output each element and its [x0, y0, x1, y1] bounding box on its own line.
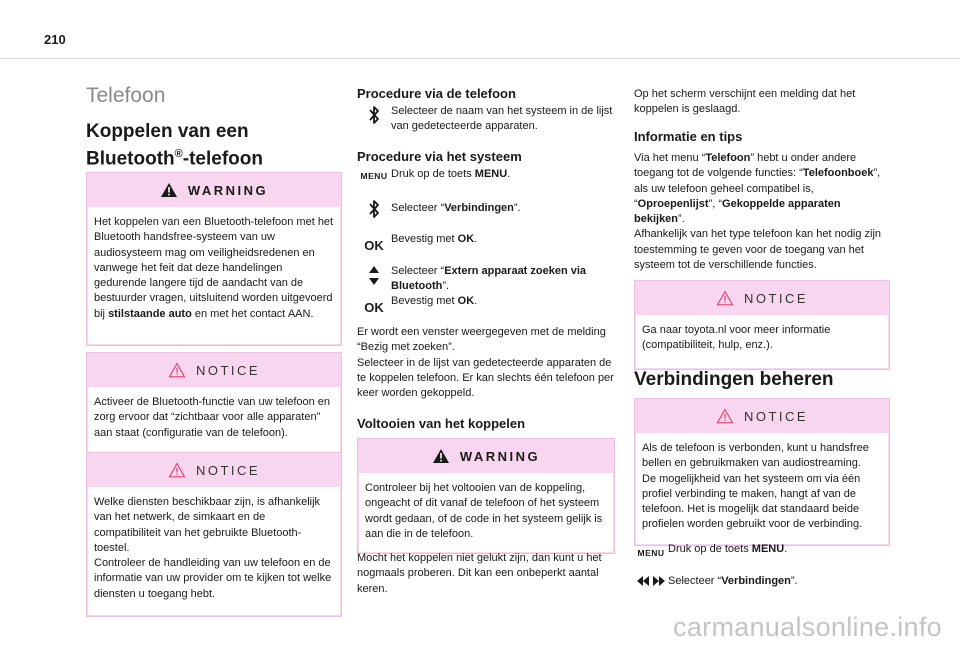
heading-manage-connections: Verbindingen beheren: [634, 369, 834, 390]
notice-triangle-icon: [168, 462, 186, 478]
page-number: 210: [44, 32, 66, 47]
para-info-permission: Afhankelijk van het type telefoon kan het nodig zijn toestemming te geven voor de toegang van het systeem tot de verschillende functies.: [634, 228, 882, 272]
step-text: Selecteer “Verbindingen”.: [668, 575, 798, 587]
notice-triangle-icon: [168, 362, 186, 378]
notice-text-1: Welke diensten beschikbaar zijn, is afhankelijk van het netwerk, de simkaart en de compatibiliteit van het gebruikte Bluetooth-toestel.: [94, 496, 321, 554]
notice-body: [636, 315, 888, 368]
step-text: Selecteer “Verbindingen”.: [391, 202, 521, 214]
warning-label: WARNING: [187, 182, 269, 198]
para-info-menu: Via het menu “Telefoon” hebt u onder andere toegang tot de volgende functies: “Telefoonboek”, als uw telefoon geheel compatibel is, “Oproepenlijst”, “Gekoppelde apparaten bekijken”.: [634, 152, 881, 226]
heading-line-1: Koppelen van een: [86, 121, 249, 142]
notice-label: NOTICE: [195, 362, 261, 378]
step-text: Druk op de toets MENU.: [391, 168, 511, 180]
heading-finish-pairing: Voltooien van het koppelen: [357, 416, 526, 431]
warning-body: [359, 473, 613, 552]
notice-triangle-icon: [716, 290, 734, 306]
step-text: Bevestig met OK.: [391, 295, 478, 307]
notice-header: [635, 281, 889, 315]
heading-line-2: Bluetooth®-telefoon: [86, 148, 263, 170]
warning-triangle-icon: [432, 448, 450, 464]
heading-pairing: [86, 120, 346, 170]
warning-header: [358, 439, 614, 473]
notice-body: [88, 487, 340, 615]
step-confirm-ok-2: [357, 294, 619, 315]
notice-box-1: [86, 352, 342, 458]
notice-text: Ga naar toyota.nl voor meer informatie (compatibiliteit, hulp, enz.).: [642, 324, 831, 352]
para-retry: Mocht het koppelen niet gelukt zijn, dan kunt u het nogmaals proberen. Dit kan een onbeperkt aantal keren.: [357, 552, 602, 595]
step-press-menu: [357, 167, 619, 182]
notice-label: NOTICE: [195, 462, 261, 478]
warning-body: [88, 207, 340, 344]
notice-text: Activeer de Bluetooth-functie van uw telefoon en zorg ervoor dat “zichtbaar voor alle apparaten” aan staat (configuratie van de telefoon).: [94, 396, 331, 439]
menu-key-icon: MENU: [637, 548, 665, 558]
search-paragraph: [357, 325, 619, 401]
menu-key-icon: MENU: [360, 171, 388, 181]
notice-triangle-icon: [716, 408, 734, 424]
step-text: Selecteer “Extern apparaat zoeken via Bluetooth”.: [391, 265, 587, 292]
step-phone-select: [357, 104, 619, 134]
step-select-connections-2: [634, 573, 890, 589]
warning-text: Het koppelen van een Bluetooth-telefoon met het Bluetooth handsfree-systeem van uw audiosysteem mag om veiligheidsredenen en vanwege het feit dat deze handelingen gedurende langere tijd de aandacht van de bestuurder vragen, uitsluitend worden uitgevoerd bij stilstaande auto en met het contact AAN.: [94, 216, 334, 320]
step-select-connections: [357, 198, 619, 220]
notice-box-3: [634, 280, 890, 370]
heading-via-system: Procedure via het systeem: [357, 149, 522, 164]
success-paragraph: [634, 87, 889, 118]
warning-text: Controleer bij het voltooien van de koppeling, ongeacht of dit vanaf de telefoon of het systeem wordt gedaan, of de code in het systeem gelijk is aan die in de telefoon.: [365, 482, 603, 540]
notice-body: [636, 433, 888, 544]
warning-box-2: [357, 438, 615, 554]
warning-label: WARNING: [459, 448, 541, 464]
info-paragraph: [634, 151, 890, 273]
watermark: carmanualsonline.info: [673, 612, 942, 642]
header-divider: [0, 58, 960, 59]
para-select-phone: Selecteer in de lijst van gedetecteerde apparaten de te koppelen telefoon. Er kan slechts één telefoon per keer worden gekoppeld.: [357, 356, 614, 400]
notice-label: NOTICE: [743, 290, 809, 306]
notice-header: [87, 453, 341, 487]
up-down-arrows-icon: [368, 264, 380, 288]
section-title: Telefoon: [86, 84, 166, 107]
notice-box-2: [86, 452, 342, 617]
notice-box-4: [634, 398, 890, 546]
prev-next-arrows-icon: [636, 573, 666, 589]
step-text: Bevestig met OK.: [391, 233, 478, 245]
notice-body: [88, 387, 340, 456]
notice-label: NOTICE: [743, 408, 809, 424]
notice-text-2: De mogelijkheid van het systeem om via één profiel verbinding te maken, hangt af van de telefoon. Het is mogelijk dat standaard beide profielen worden gebruikt voor de verbinding.: [642, 472, 863, 531]
step-confirm-ok: [357, 232, 619, 253]
notice-text-2: Controleer de handleiding van uw telefoon en de informatie van uw provider om te kijken tot welke diensten u toegang hebt.: [94, 557, 332, 600]
warning-triangle-icon: [160, 182, 178, 198]
ok-key-icon: OK: [364, 300, 384, 315]
notice-header: [635, 399, 889, 433]
step-text: Selecteer de naam van het systeem in de lijst van gedetecteerde apparaten.: [391, 105, 613, 132]
step-text: Druk op de toets MENU.: [668, 543, 788, 555]
notice-text-1: Als de telefoon is verbonden, kunt u handsfree bellen en gebruikmaken van audiostreaming.: [642, 442, 869, 470]
heading-via-phone: Procedure via de telefoon: [357, 86, 516, 101]
retry-paragraph: [357, 551, 617, 597]
warning-header: [87, 173, 341, 207]
warning-box-1: [86, 172, 342, 346]
ok-key-icon: OK: [364, 238, 384, 253]
para-success: Op het scherm verschijnt een melding dat het koppelen is geslaagd.: [634, 88, 856, 116]
notice-header: [87, 353, 341, 387]
bluetooth-icon: [368, 104, 380, 126]
heading-info-tips: Informatie en tips: [634, 129, 743, 144]
step-press-menu-2: [634, 542, 890, 558]
para-searching: Er wordt een venster weergegeven met de melding “Bezig met zoeken”.: [357, 326, 606, 354]
bluetooth-icon: [368, 198, 380, 220]
step-search-bluetooth: [357, 264, 619, 294]
